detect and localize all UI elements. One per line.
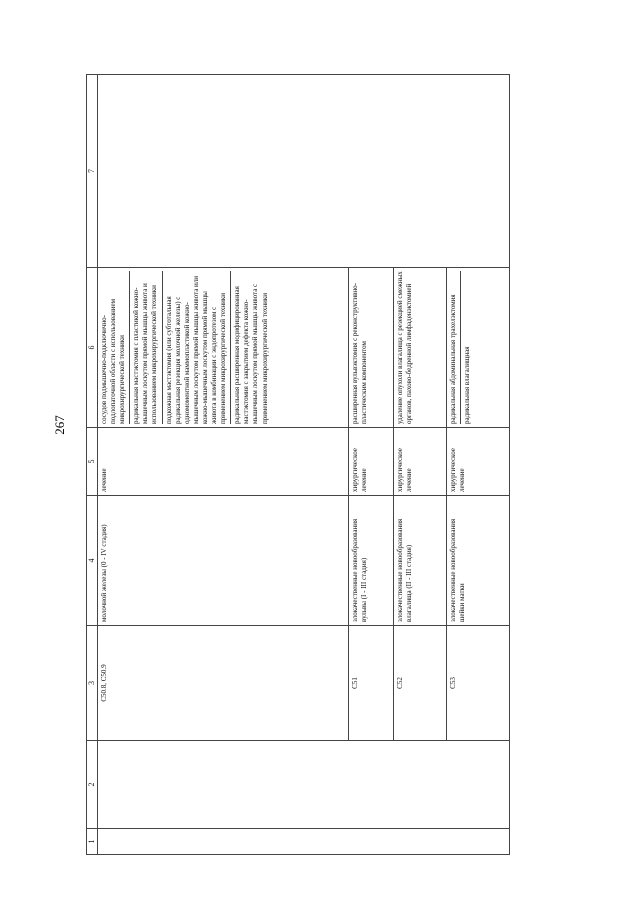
code-cell: C52 [394,626,447,741]
method-item: подкожная мастэктомия (или субтотальная радикальная резекция молочной железы) с одномоментной маммопластикой кожно-мышечным лоскутом прямой мышцы живота или кожно-мышечным лоскутом прямой мышцы живота в комбинации с эндопротезом с применением микрохирургической техники [162,271,231,424]
diagnosis-cell: злокачественные новообразования вульвы (I - III стадия) [349,496,394,626]
procedures-table [86,74,510,855]
empty-cell-col2 [98,741,510,829]
method-item: расширенная вульвэктомия с реконструктивно-пластическим компонентом [351,283,369,424]
column-number-row [87,75,98,855]
column-number: 2 [87,741,98,829]
diagnosis-cell: злокачественные новообразования шейки матки [447,496,510,626]
method-item: радикальная абдоминальная трахелэктомия [449,294,457,424]
diagnosis-cell: злокачественные новообразования влагалища (II - III стадия) [394,496,447,626]
method-item: радикальная влагалищная [460,271,474,424]
method-item: радикальная расширенная модифицированная мастэктомия с закрытием дефекта кожно-мышечным лоскутом прямой мышцы живота с применением микрохирургической техники [230,271,271,424]
empty-cell-col7 [98,75,510,268]
page-number: 267 [52,415,67,435]
empty-cell-col1 [98,829,510,855]
methods-cell [394,268,447,428]
method-item: сосудов подмышечно-подключично-подлопаточной области с использованием микрохирургической техники [100,298,127,424]
method-item: радикальная мастэктомия с пластикой кожно-мышечным лоскутом прямой мышцы живота и использованием микрохирургической техники [129,271,161,424]
column-number: 5 [87,428,98,496]
diagnosis-cell: молочной железы (0 - IV стадия) [98,496,349,626]
treatment-cell: хирургическое лечение [349,428,394,496]
code-cell: C50.8, C50.9 [98,626,349,741]
column-number: 3 [87,626,98,741]
treatment-cell: хирургическое лечение [394,428,447,496]
code-cell: C51 [349,626,394,741]
column-number: 4 [87,496,98,626]
column-number: 1 [87,829,98,855]
treatment-cell: лечение [98,428,349,496]
methods-cell [349,268,394,428]
methods-cell [447,268,510,428]
table-row [98,75,349,855]
rotated-table-wrapper [86,75,566,855]
column-number: 6 [87,268,98,428]
treatment-cell: хирургическое лечение [447,428,510,496]
code-cell: C53 [447,626,510,741]
methods-cell [98,268,349,428]
column-number: 7 [87,75,98,268]
method-item: удаление опухоли влагалища с резекцией смежных органов, пахово-бедренной лимфаденэктомией [396,271,414,424]
